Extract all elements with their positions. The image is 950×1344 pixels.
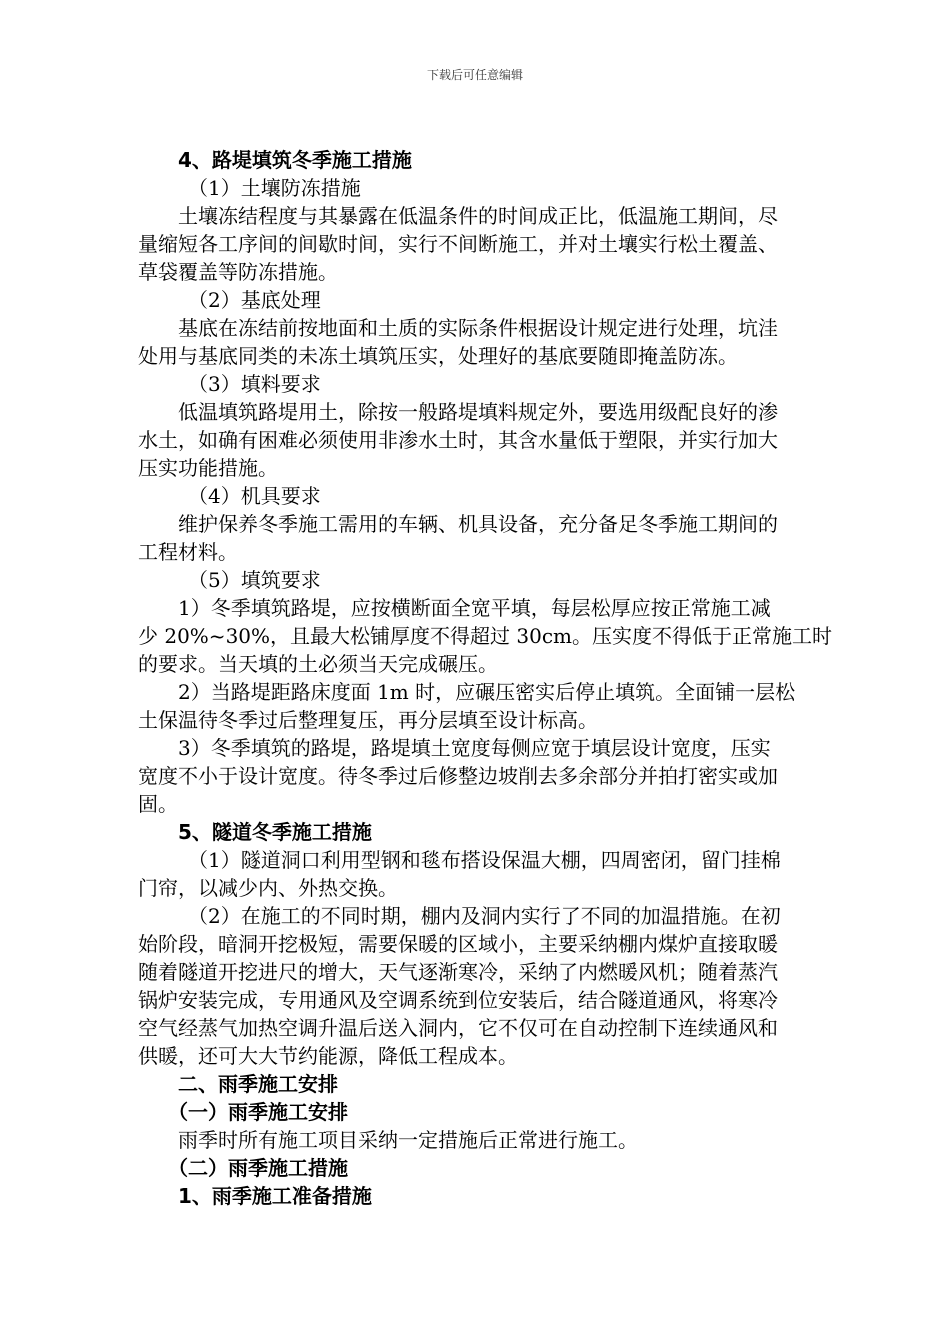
paragraph-line: （2）在施工的不同时期，棚内及洞内实行了不同的加温措施。在初 [188, 904, 781, 928]
paragraph-line: 门帘，以减少内、外热交换。 [138, 876, 398, 900]
paragraph-line: 始阶段，暗洞开挖极短，需要保暖的区域小，主要采纳棚内煤炉直接取暖 [138, 932, 778, 956]
document-body [138, 146, 858, 1210]
paragraph-line: （5）填筑要求 [188, 568, 321, 592]
paragraph-line: 低温填筑路堤用土，除按一般路堤填料规定外，要选用级配良好的渗 [178, 400, 778, 424]
paragraph-line: （3）填料要求 [188, 372, 321, 396]
section-heading: 5、隧道冬季施工措施 [178, 820, 372, 844]
paragraph-line: 量缩短各工序间的间歇时间，实行不间断施工，并对土壤实行松土覆盖、 [138, 232, 778, 256]
paragraph-line: 处用与基底同类的未冻土填筑压实，处理好的基底要随即掩盖防冻。 [138, 344, 738, 368]
paragraph-line: 少 20%~30%，且最大松铺厚度不得超过 30cm。压实度不得低于正常施工时 [138, 624, 832, 648]
paragraph-line: 的要求。当天填的土必须当天完成碾压。 [138, 652, 498, 676]
paragraph-line: 土保温待冬季过后整理复压，再分层填至设计标高。 [138, 708, 598, 732]
section-heading: 二、雨季施工安排 [178, 1072, 338, 1096]
paragraph-line: 基底在冻结前按地面和土质的实际条件根据设计规定进行处理，坑洼 [178, 316, 778, 340]
paragraph-line: 工程材料。 [138, 540, 238, 564]
section-heading: （一）雨季施工安排 [168, 1100, 348, 1124]
paragraph-line: （1）土壤防冻措施 [188, 176, 361, 200]
paragraph-line: 维护保养冬季施工需用的车辆、机具设备，充分备足冬季施工期间的 [178, 512, 778, 536]
paragraph-line: 宽度不小于设计宽度。待冬季过后修整边坡削去多余部分并拍打密实或加 [138, 764, 778, 788]
paragraph-line: 锅炉安装完成，专用通风及空调系统到位安装后，结合隧道通风，将寒冷 [138, 988, 778, 1012]
paragraph-line: 空气经蒸气加热空调升温后送入洞内，它不仅可在自动控制下连续通风和 [138, 1016, 778, 1040]
paragraph-line: （4）机具要求 [188, 484, 321, 508]
paragraph-line: 水土，如确有困难必须使用非渗水土时，其含水量低于塑限，并实行加大 [138, 428, 778, 452]
paragraph-line: 供暖，还可大大节约能源，降低工程成本。 [138, 1044, 518, 1068]
section-heading: （二）雨季施工措施 [168, 1156, 348, 1180]
paragraph-line: 2）当路堤距路床度面 1m 时，应碾压密实后停止填筑。全面铺一层松 [178, 680, 796, 704]
paragraph-line: 3）冬季填筑的路堤，路堤填土宽度每侧应宽于填层设计宽度，压实 [178, 736, 771, 760]
paragraph-line: 草袋覆盖等防冻措施。 [138, 260, 338, 284]
paragraph-line: （2）基底处理 [188, 288, 321, 312]
paragraph-line: 土壤冻结程度与其暴露在低温条件的时间成正比，低温施工期间，尽 [178, 204, 778, 228]
paragraph-line: （1）隧道洞口利用型钢和毯布搭设保温大棚，四周密闭，留门挂棉 [188, 848, 781, 872]
page-header-note: 下载后可任意编辑 [426, 68, 523, 82]
paragraph-line: 1）冬季填筑路堤，应按横断面全宽平填，每层松厚应按正常施工减 [178, 596, 771, 620]
paragraph-line: 雨季时所有施工项目采纳一定措施后正常进行施工。 [178, 1128, 638, 1152]
paragraph-line: 压实功能措施。 [138, 456, 278, 480]
paragraph-line: 固。 [138, 792, 178, 816]
section-heading: 1、雨季施工准备措施 [178, 1184, 372, 1208]
section-heading: 4、路堤填筑冬季施工措施 [178, 148, 412, 172]
paragraph-line: 随着隧道开挖进尺的增大，天气逐渐寒冷，采纳了内燃暖风机；随着蒸汽 [138, 960, 778, 984]
